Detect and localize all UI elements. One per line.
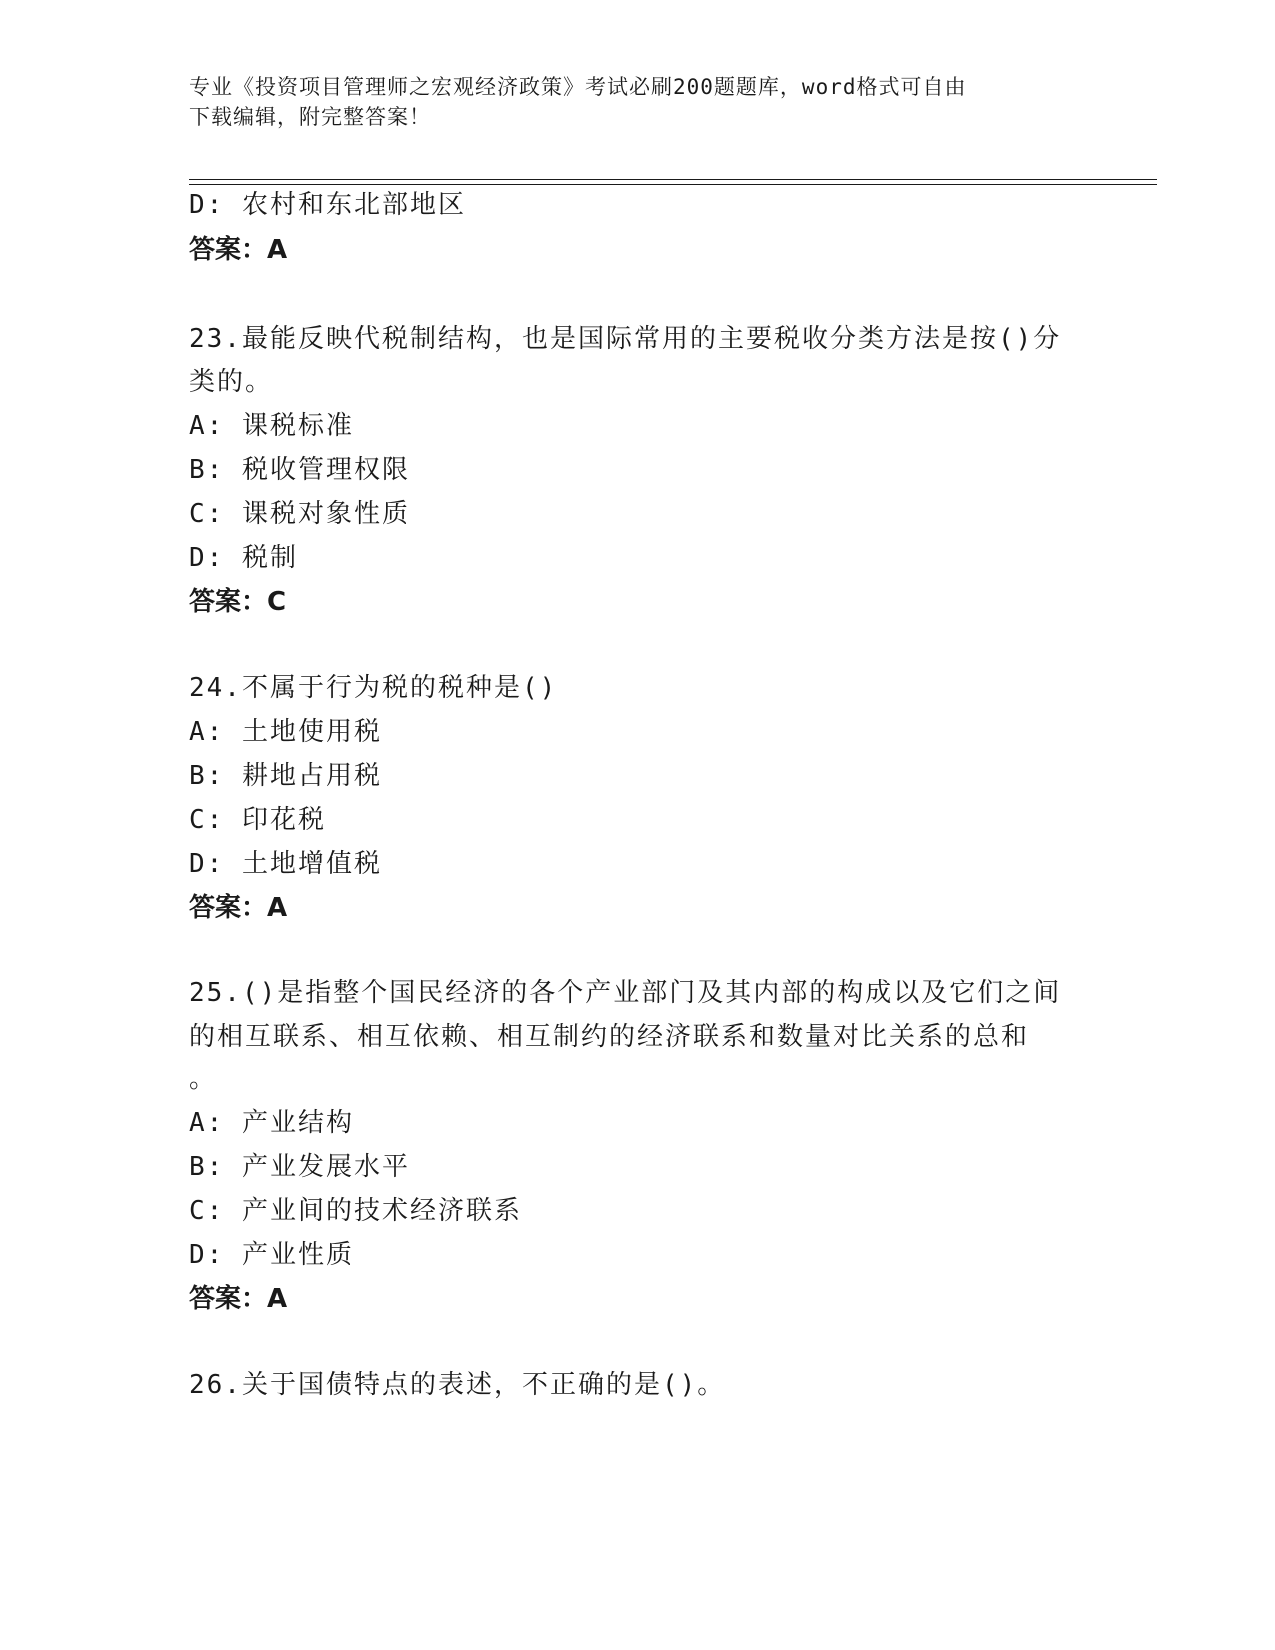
header-line-2: 下载编辑，附完整答案！ [189,105,431,129]
q25-option-c: C: 产业间的技术经济联系 [189,1196,522,1226]
q25-option-a: A: 产业结构 [189,1108,354,1138]
q23-stem-line-1: 23.最能反映代税制结构，也是国际常用的主要税收分类方法是按()分 [189,324,1062,354]
q24-option-c: C: 印花税 [189,805,326,835]
q24-answer: 答案：A [189,893,288,923]
q24-stem-line-1: 24.不属于行为税的税种是() [189,673,558,703]
q25-stem-line-3: 。 [189,1064,218,1094]
document-header [189,72,1089,132]
q24-option-d: D: 土地增值税 [189,849,382,879]
header-divider-bottom [189,184,1157,185]
q23-answer: 答案：C [189,587,287,617]
header-line-1: 专业《投资项目管理师之宏观经济政策》考试必刷200题题库，word格式可自由 [189,75,967,99]
q23-option-a: A: 课税标准 [189,411,354,441]
prev-option-d: D: 农村和东北部地区 [189,190,466,220]
q25-option-b: B: 产业发展水平 [189,1152,410,1182]
q25-stem-line-2: 的相互联系、相互依赖、相互制约的经济联系和数量对比关系的总和 [189,1022,1030,1052]
q24-option-b: B: 耕地占用税 [189,761,382,791]
header-divider-top [189,179,1157,180]
prev-answer: 答案：A [189,235,288,265]
q23-option-b: B: 税收管理权限 [189,455,410,485]
q23-option-d: D: 税制 [189,543,298,573]
q25-answer: 答案：A [189,1284,288,1314]
q23-option-c: C: 课税对象性质 [189,499,410,529]
q25-option-d: D: 产业性质 [189,1240,354,1270]
q25-stem-line-1: 25.()是指整个国民经济的各个产业部门及其内部的构成以及它们之间 [189,978,1062,1008]
q24-option-a: A: 土地使用税 [189,717,382,747]
q23-stem-line-2: 类的。 [189,367,274,397]
q26-stem-line-1: 26.关于国债特点的表述，不正确的是()。 [189,1370,726,1400]
